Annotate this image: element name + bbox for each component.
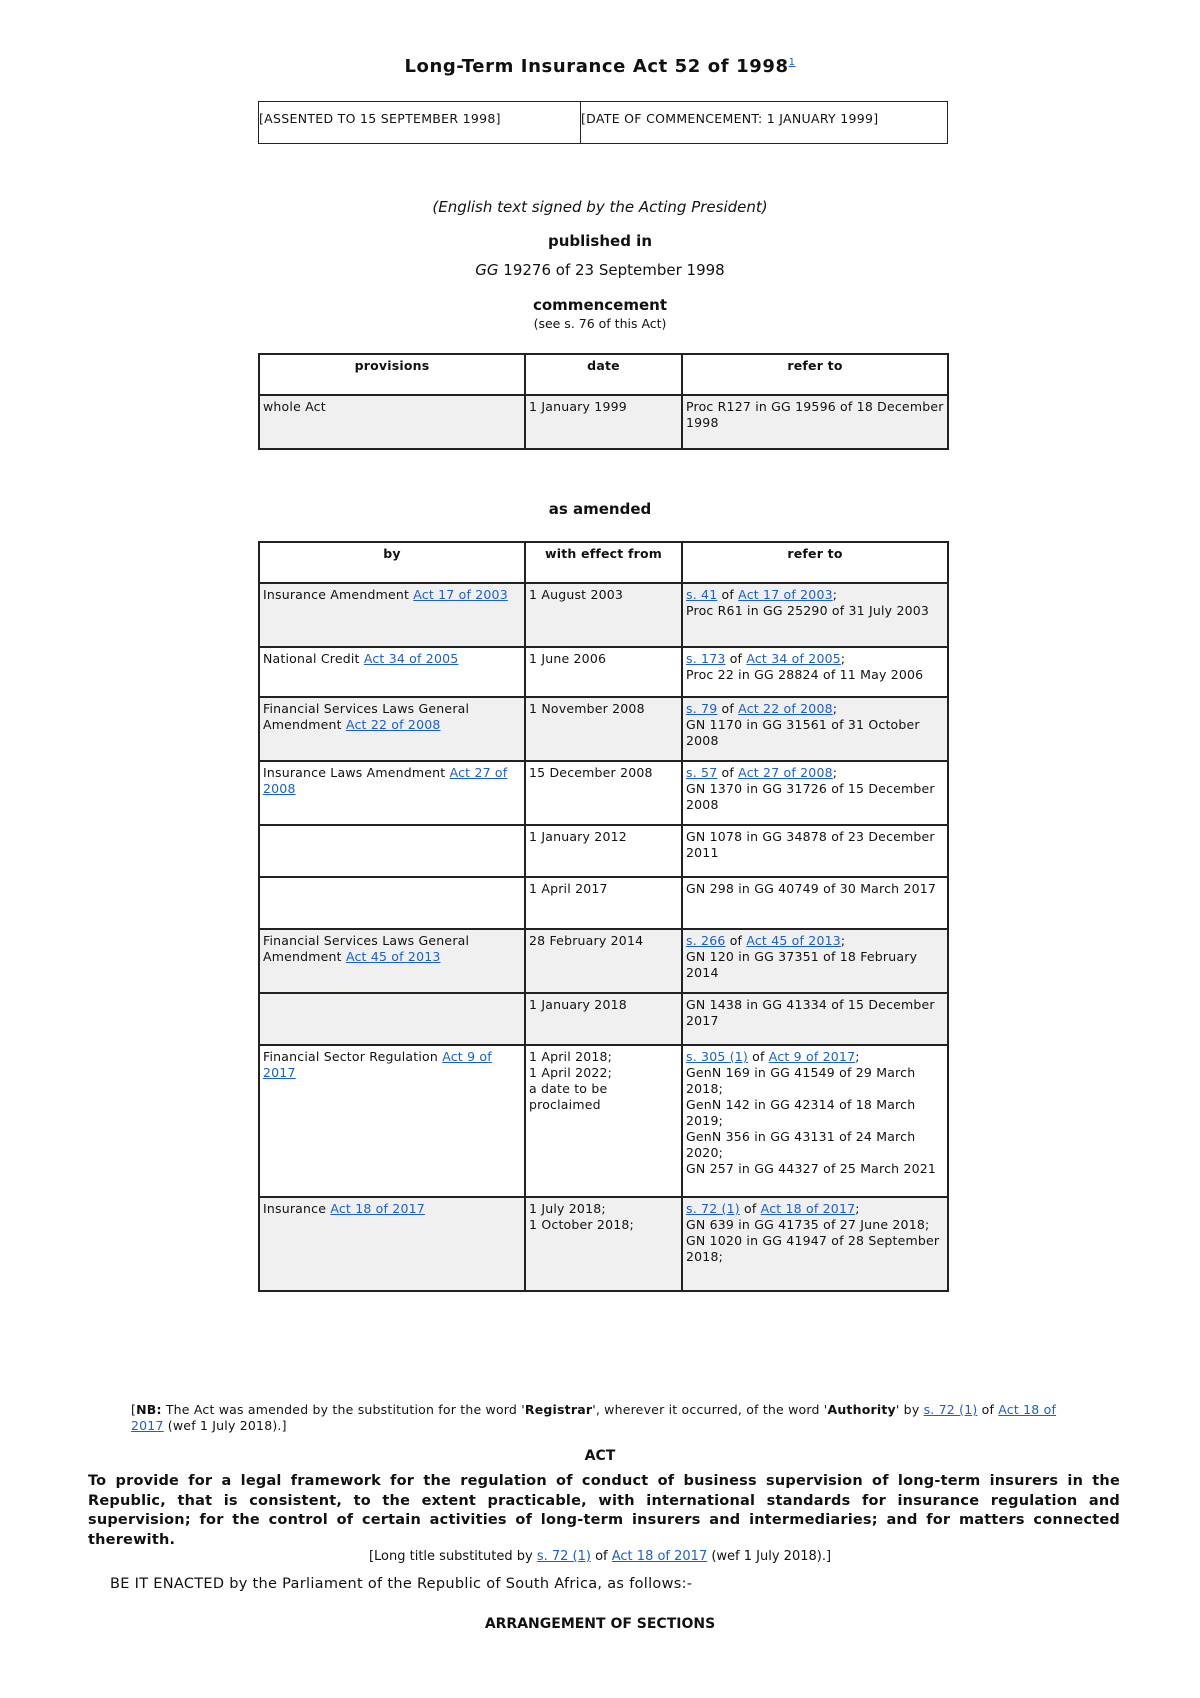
refer-to-cell: Proc R127 in GG 19596 of 18 December 1998 — [682, 395, 948, 449]
refer-to-cell — [682, 825, 948, 877]
amending-act-cell — [259, 825, 525, 877]
nb-note: [NB: The Act was amended by the substitution for the word 'Registrar', wherever it occurred, of the word 'Authority' by s. 72 (1) of Act 18 of 2017 (wef 1 July 2018).] — [131, 1402, 1057, 1433]
table-row — [259, 395, 948, 449]
gazette-notice: GN 1078 in GG 34878 of 23 December 2011 — [686, 829, 935, 860]
amending-act-link[interactable]: Act 18 of 2017 — [330, 1201, 425, 1216]
col-header-refer-to: refer to — [682, 354, 948, 395]
section-link[interactable]: s. 79 — [686, 701, 718, 716]
amending-act-cell: Insurance Amendment Act 17 of 2003 — [259, 583, 525, 647]
section-link[interactable]: s. 305 (1) — [686, 1049, 748, 1064]
commencement-date-cell: [DATE OF COMMENCEMENT: 1 JANUARY 1999] — [581, 111, 879, 126]
gazette-notice: GN 120 in GG 37351 of 18 February 2014 — [686, 949, 918, 980]
provisions-cell: whole Act — [259, 395, 525, 449]
effect-date-cell: 1 November 2008 — [525, 697, 682, 761]
act-link[interactable]: Act 22 of 2008 — [738, 701, 833, 716]
table-row — [259, 993, 948, 1045]
commencement-label: commencement — [532, 296, 668, 314]
effect-date-cell: 1 June 2006 — [525, 647, 682, 697]
section-link[interactable]: s. 266 — [686, 933, 726, 948]
gazette-notice: GenN 169 in GG 41549 of 29 March 2018; GenN 142 in GG 42314 of 18 March 2019; GenN 356 in GG 43131 of 24 March 2020; GN 257 in GG 44327 of 25 March 2021 — [686, 1065, 937, 1176]
act-link[interactable]: Act 18 of 2017 — [760, 1201, 856, 1216]
nb-label: NB: — [136, 1402, 162, 1417]
amending-act-link[interactable]: Act 9 of 2017 — [263, 1049, 492, 1080]
long-title-act-link[interactable]: Act 18 of 2017 — [611, 1549, 708, 1564]
table-row — [259, 647, 948, 697]
table-row — [259, 761, 948, 825]
page-title — [0, 56, 1200, 77]
gazette-notice: GN 1370 in GG 31726 of 15 December 2008 — [686, 781, 935, 812]
gazette-notice: GN 1170 in GG 31561 of 31 October 2008 — [686, 717, 920, 748]
signed-by-note: (English text signed by the Acting President) — [432, 198, 768, 216]
effect-date-cell: 15 December 2008 — [525, 761, 682, 825]
act-heading: ACT — [584, 1448, 616, 1464]
nb-act-link[interactable]: Act 18 of 2017 — [131, 1402, 1057, 1433]
amending-act-cell — [259, 993, 525, 1045]
gazette-details: 19276 of 23 September 1998 — [503, 261, 725, 279]
gazette-notice: GN 1438 in GG 41334 of 15 December 2017 — [686, 997, 935, 1028]
gazette-reference — [0, 261, 1200, 279]
col-header-refer-to: refer to — [682, 542, 948, 583]
amending-act-link[interactable]: Act 34 of 2005 — [363, 651, 459, 666]
long-title: To provide for a legal framework for the regulation of conduct of business supervision of long-term insurers in the Republic, that is consistent, to the extent practicable, with international standards for insurance regulation and supervision; for the control of certain activities of long-term insurers and intermediaries; and for matters connected therewith. — [88, 1473, 1120, 1548]
amendments-table — [258, 541, 949, 1292]
section-link[interactable]: s. 57 — [686, 765, 718, 780]
refer-to-cell — [682, 877, 948, 929]
table-row — [259, 697, 948, 761]
amending-act-link[interactable]: Act 17 of 2003 — [413, 587, 508, 602]
act-link[interactable]: Act 9 of 2017 — [768, 1049, 856, 1064]
table-row — [259, 1045, 948, 1197]
refer-to-cell: s. 72 (1) of Act 18 of 2017; GN 639 in GG 41735 of 27 June 2018; GN 1020 in GG 41947 of 28 September 2018; — [682, 1197, 948, 1291]
amending-act-cell: Financial Sector Regulation Act 9 of 2017 — [259, 1045, 525, 1197]
commencement-reference: (see s. 76 of this Act) — [533, 316, 667, 331]
amending-act-cell: Financial Services Laws General Amendment Act 22 of 2008 — [259, 697, 525, 761]
gazette-notice: Proc 22 in GG 28824 of 11 May 2006 — [686, 667, 924, 682]
col-header-provisions: provisions — [259, 354, 525, 395]
table-row — [259, 583, 948, 647]
act-link[interactable]: Act 34 of 2005 — [746, 651, 841, 666]
col-header-by: by — [259, 542, 525, 583]
table-row — [259, 825, 948, 877]
as-amended-label: as amended — [548, 500, 652, 518]
amending-act-link[interactable]: Act 45 of 2013 — [345, 949, 441, 964]
gazette-abbrev: GG — [475, 261, 499, 279]
title-text: Long-Term Insurance Act 52 of 1998 — [404, 56, 789, 77]
gazette-notice: Proc R61 in GG 25290 of 31 July 2003 — [686, 603, 930, 618]
col-header-date: date — [525, 354, 682, 395]
effect-date-cell: 1 January 2018 — [525, 993, 682, 1045]
assented-cell: [ASSENTED TO 15 SEPTEMBER 1998] — [259, 102, 581, 143]
gazette-notice: GN 298 in GG 40749 of 30 March 2017 — [686, 881, 937, 896]
refer-to-cell: s. 41 of Act 17 of 2003; Proc R61 in GG 25290 of 31 July 2003 — [682, 583, 948, 647]
act-link[interactable]: Act 17 of 2003 — [738, 587, 833, 602]
amending-act-cell — [259, 877, 525, 929]
table-row — [259, 929, 948, 993]
col-header-effect-from: with effect from — [525, 542, 682, 583]
assent-commencement-box — [258, 101, 948, 144]
commencement-table — [258, 353, 949, 450]
footnote-link[interactable]: 1 — [788, 57, 796, 68]
gazette-notice: GN 639 in GG 41735 of 27 June 2018; GN 1020 in GG 41947 of 28 September 2018; — [686, 1217, 940, 1264]
effect-date-cell: 1 April 2017 — [525, 877, 682, 929]
effect-date-cell: 1 July 2018; 1 October 2018; — [525, 1197, 682, 1291]
effect-date-cell: 1 April 2018; 1 April 2022; a date to be proclaimed — [525, 1045, 682, 1197]
arrangement-heading: ARRANGEMENT OF SECTIONS — [484, 1616, 716, 1632]
amending-act-cell: Insurance Laws Amendment Act 27 of 2008 — [259, 761, 525, 825]
refer-to-cell — [682, 993, 948, 1045]
amending-act-link[interactable]: Act 22 of 2008 — [345, 717, 441, 732]
refer-to-cell: s. 266 of Act 45 of 2013; GN 120 in GG 37351 of 18 February 2014 — [682, 929, 948, 993]
effect-date-cell: 1 January 2012 — [525, 825, 682, 877]
section-link[interactable]: s. 173 — [686, 651, 726, 666]
refer-to-cell: s. 173 of Act 34 of 2005; Proc 22 in GG 28824 of 11 May 2006 — [682, 647, 948, 697]
enacting-clause: BE IT ENACTED by the Parliament of the Republic of South Africa, as follows:- — [110, 1576, 693, 1592]
date-cell: 1 January 1999 — [525, 395, 682, 449]
nb-section-link[interactable]: s. 72 (1) — [923, 1402, 978, 1417]
act-link[interactable]: Act 45 of 2013 — [746, 933, 841, 948]
refer-to-cell: s. 305 (1) of Act 9 of 2017; GenN 169 in GG 41549 of 29 March 2018; GenN 142 in GG 42314 of 18 March 2019; GenN 356 in GG 43131 of 24 March 2020; GN 257 in GG 44327 of 25 March 2021 — [682, 1045, 948, 1197]
amending-act-cell: Insurance Act 18 of 2017 — [259, 1197, 525, 1291]
effect-date-cell: 28 February 2014 — [525, 929, 682, 993]
amending-act-link[interactable]: Act 27 of 2008 — [263, 765, 508, 796]
refer-to-cell: s. 79 of Act 22 of 2008; GN 1170 in GG 31561 of 31 October 2008 — [682, 697, 948, 761]
section-link[interactable]: s. 72 (1) — [686, 1201, 740, 1216]
published-in-label: published in — [548, 232, 652, 250]
table-header-row — [259, 354, 948, 395]
effect-date-cell: 1 August 2003 — [525, 583, 682, 647]
amending-act-cell: National Credit Act 34 of 2005 — [259, 647, 525, 697]
table-row — [259, 1197, 948, 1291]
long-title-section-link[interactable]: s. 72 (1) — [536, 1549, 591, 1564]
amending-act-cell: Financial Services Laws General Amendment Act 45 of 2013 — [259, 929, 525, 993]
table-header-row — [259, 542, 948, 583]
table-row — [259, 877, 948, 929]
refer-to-cell: s. 57 of Act 27 of 2008; GN 1370 in GG 31726 of 15 December 2008 — [682, 761, 948, 825]
act-link[interactable]: Act 27 of 2008 — [738, 765, 833, 780]
section-link[interactable]: s. 41 — [686, 587, 718, 602]
long-title-substitution-note: [Long title substituted by s. 72 (1) of Act 18 of 2017 (wef 1 July 2018).] — [368, 1549, 832, 1564]
